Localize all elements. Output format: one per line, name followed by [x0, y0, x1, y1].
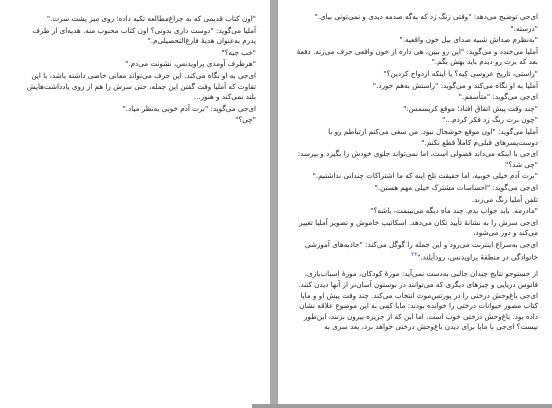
paragraph: ای‌جی به او نگاه می‌کند. این حرف می‌تواند معانی خاصی داشته باشد، با این تفاوت که آملیا وقت گفتن این جمله، حتی سرش را هم از روی یادداشت‌هایش بلند نمی‌کند و هنوز... — [26, 70, 256, 102]
paragraph: ای‌جی با اینکه می‌داند فضولی است، اما نمی‌تواند جلوی خودش را بگیرد و بپرسد: "چی شد؟" — [297, 149, 538, 169]
paragraph: آملیا به او نگاه می‌کند و می‌گوید: "راستش به‌هم خورد." — [372, 80, 538, 90]
paragraph: آملیا می‌گوید: "دوست داری بدونی؟ اون کتاب محبوب منه. هدیه‌ای از طرف پدرم به‌عنوان هدیهٔ فارغ‌التحصیلی‌م." — [32, 25, 256, 46]
paragraph: "راستی، تاریخ عروسی کِیه؟ یا اینکه ازدواج کردین؟" — [383, 68, 538, 78]
paragraph: "چون برت زنگ زد فکر کردم..." — [441, 115, 538, 125]
paragraph: "هرطرف آومدی پراویدنس، نشونت می‌دم." — [124, 59, 256, 69]
right-page — [278, 0, 552, 408]
paragraph: ای‌جی می‌گوید: "متأسفم." — [458, 92, 538, 102]
paragraph-text: ای‌جی به‌سراغ اینترنت می‌رود و این جمله را گوگل می‌کند: "جاذبه‌های آموزشی خانوادگی در منطقهٔ پراویدنس، رودآیلند." — [304, 239, 538, 262]
footnote-marker[interactable]: ۴۳ — [411, 252, 418, 259]
paragraph — [296, 240, 538, 264]
paragraph: "مادرمه. باید جواب بدم. چند ماه دیگه می‌بینمت، باشه؟" — [370, 206, 538, 216]
paragraph: "اون کتاب قدیمی که به چراغ‌مطالعه تکیه داده؛ روی میز پشت سرت." — [46, 14, 256, 23]
paragraph: از جستوجو نتایج چندان جالبی به‌دست نمی‌آید: موزهٔ کودکان، موزهٔ اسباب‌بازی، فانوس دریایی و چیزهای دیگری که می‌توانند در بوستون آسان‌تر از آنها دیدن کنند. ای‌جی باغ‌وحش درختی را در پورتس‌موث انتخاب می‌کند. چند وقت پیش او و مایا کتاب مصور حیوانات درختی را خوانده بودند: مایا کمی به این موضوع علاقه نشان داده بود. باغ‌وحش درختی خوب است. اما این که از جزیره بیرون بزنند، این‌طور نیست؟ ای‌جی با مایا برای دیدن باغ‌وحش درختی خواهد برد، بعد سری به — [298, 269, 538, 332]
paragraph: تلفن آملیا زنگ می‌زند. — [471, 194, 538, 204]
paragraph: "چند وقت پیش اتفاق افتاد؛ موقع کریسمس." — [403, 103, 538, 113]
paragraph: "درسته." — [510, 23, 538, 33]
paragraph: ای‌جی می‌گوید: "احساسات مشترک خیلی مهم هستن." — [374, 182, 538, 192]
bottom-edge-bar — [252, 404, 552, 408]
paragraph: ای‌جی توضیح می‌دهد: "وقتی زنگ زد که یه‌گه صدمه دیدی و نمی‌تونی بیای." — [314, 12, 538, 21]
paragraph: "خب چیه؟" — [221, 47, 256, 57]
paragraph: آملیا می‌گوید: "اون موقع خوشحال نبود. من سعی می‌کنم ارتباطم رو با دوست‌پسرهای قبلی‌م کاملاً قطع نکنم." — [328, 126, 538, 147]
paragraph: "به‌نظرم صداش شبیه صدای بیل خون واقعیه." — [399, 35, 538, 45]
left-page-text — [18, 14, 256, 127]
right-page-text — [296, 12, 538, 334]
paragraph: آملیا می‌خندد و می‌گوید: "این رو ببین، هی داره از خون واقعی حرف می‌زنه. دفعهٔ بعد که برت رو دیدم باید بهش بگم." — [296, 46, 538, 67]
paragraph: "برت آدم خیلی خوبیه، اما حقیقت تلخ اینه که ما اشتراکات چندانی نداشتیم." — [312, 171, 538, 181]
left-page — [0, 0, 270, 408]
paragraph: ای‌جی می‌گوید: "برت آدم خوبی به‌نظر میاد." — [122, 103, 256, 113]
paragraph: "چی؟" — [235, 115, 256, 125]
paragraph: ای‌جی سرش را به نشانهٔ تأیید تکان می‌دهد. اسکاتیپ خاموش و تصویر آملیا تغییر می‌کند و دور می‌شود. — [299, 217, 538, 238]
